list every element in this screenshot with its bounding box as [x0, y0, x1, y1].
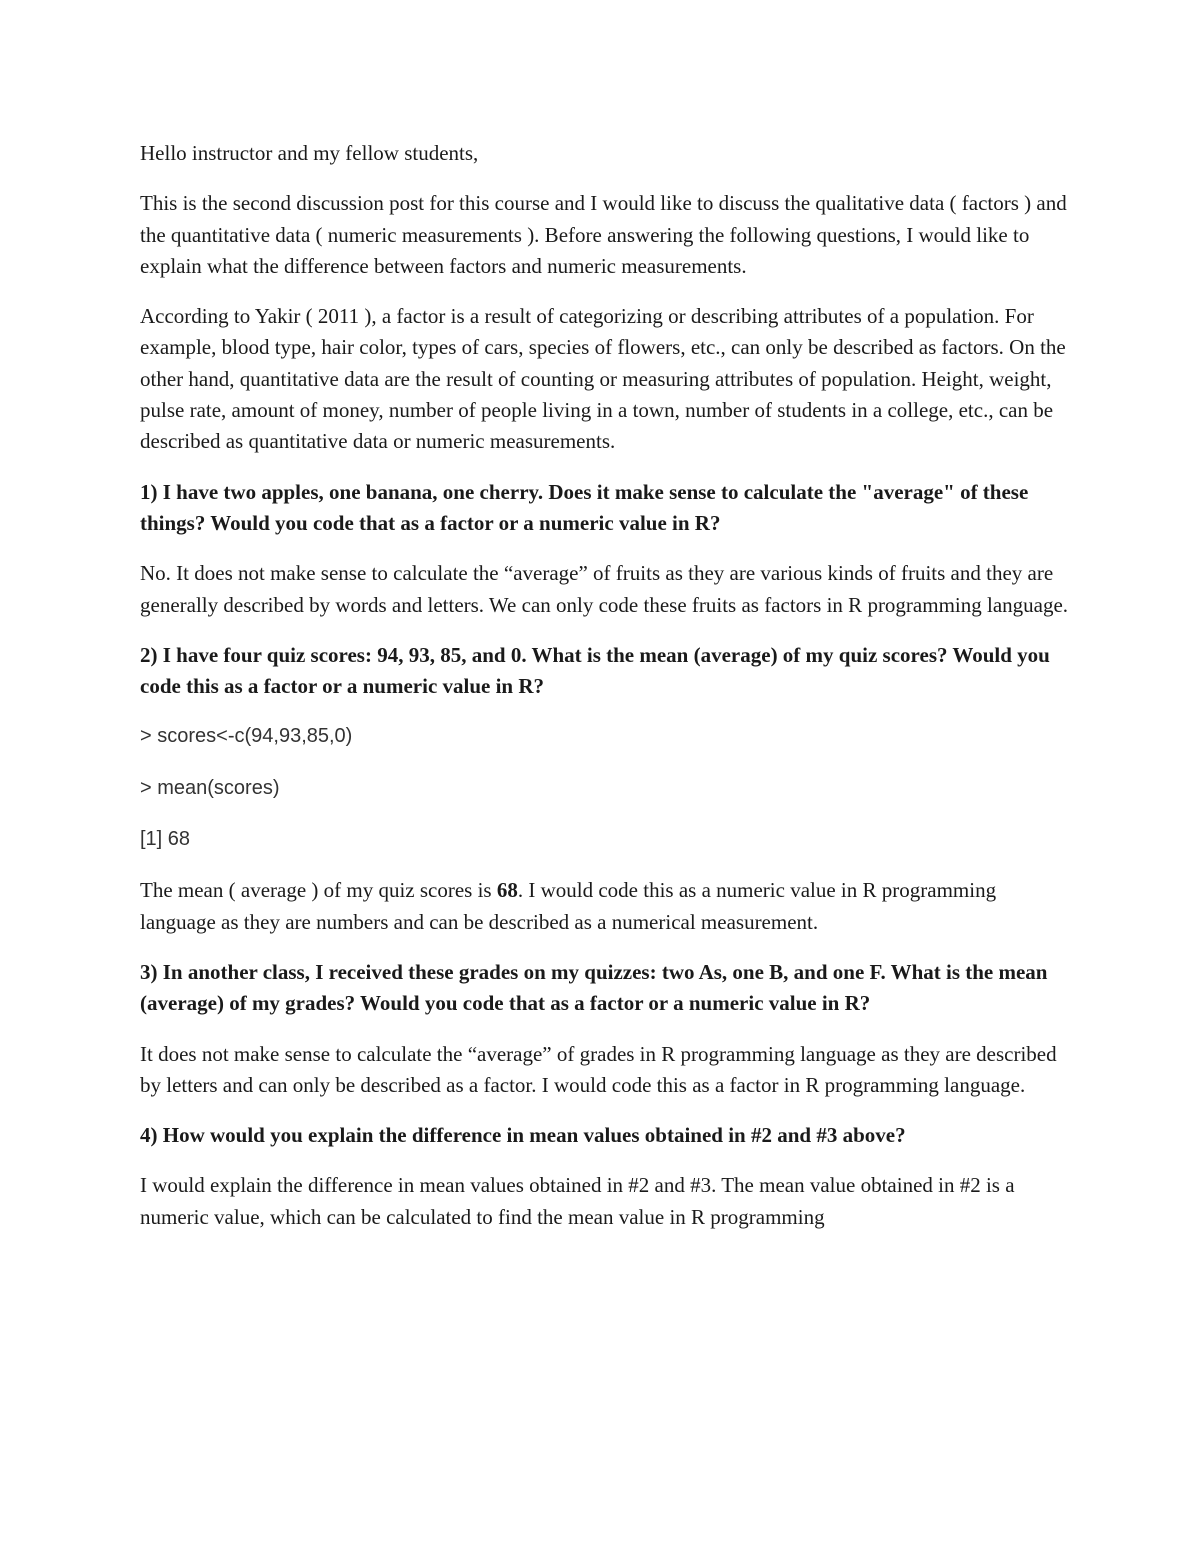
- answer-2: [140, 875, 1070, 938]
- code-line-scores: > scores<-c(94,93,85,0): [140, 725, 353, 748]
- document-page: [140, 138, 1070, 1252]
- intro-paragraph: This is the second discussion post for this course and I would like to discuss the qualitative data ( factors ) and the quantitative data ( numeric measurements ). Before answering the following questions, I would like to explain what the difference between factors and numeric measurements.: [140, 191, 1067, 278]
- code-line-mean: > mean(scores): [140, 776, 280, 799]
- answer-1: No. It does not make sense to calculate the “average” of fruits as they are various kinds of fruits and they are generally described by words and letters. We can only code these fruits as factors in R programming language.: [140, 561, 1069, 617]
- answer-4: I would explain the difference in mean values obtained in #2 and #3. The mean value obtained in #2 is a numeric value, which can be calculated to find the mean value in R programming: [140, 1173, 1015, 1229]
- code-line-result: [1] 68: [140, 828, 191, 851]
- answer-3: It does not make sense to calculate the “average” of grades in R programming language as they are described by letters and can only be described as a factor. I would code this as a factor in R programming language.: [140, 1041, 1057, 1097]
- question-3: 3) In another class, I received these grades on my quizzes: two As, one B, and one F. What is the mean (average) of my grades? Would you code that as a factor or a numeric value in R?: [140, 959, 1048, 1016]
- answer-2-post: . I would code this as a numeric value in R programming language as they are numbers and can be described as a numerical measurement.: [140, 878, 997, 934]
- greeting: Hello instructor and my fellow students,: [140, 141, 479, 165]
- answer-2-value: 68: [496, 878, 518, 903]
- definition-paragraph: According to Yakir ( 2011 ), a factor is a result of categorizing or describing attributes of a population. For example, blood type, hair color, types of cars, species of flowers, etc., can only be described as factors. On the other hand, quantitative data are the result of counting or measuring attributes of population. Height, weight, pulse rate, amount of money, number of people living in a town, number of students in a college, etc., can be described as quantitative data or numeric measurements.: [140, 304, 1066, 454]
- question-2: 2) I have four quiz scores: 94, 93, 85, and 0. What is the mean (average) of my quiz scores? Would you code this as a factor or a numeric value in R?: [140, 642, 1050, 699]
- question-1: 1) I have two apples, one banana, one cherry. Does it make sense to calculate the "average" of these things? Would you code that as a factor or a numeric value in R?: [140, 479, 1029, 535]
- question-4: 4) How would you explain the difference in mean values obtained in #2 and #3 above?: [140, 1123, 906, 1148]
- answer-2-pre: The mean ( average ) of my quiz scores is: [140, 878, 497, 903]
